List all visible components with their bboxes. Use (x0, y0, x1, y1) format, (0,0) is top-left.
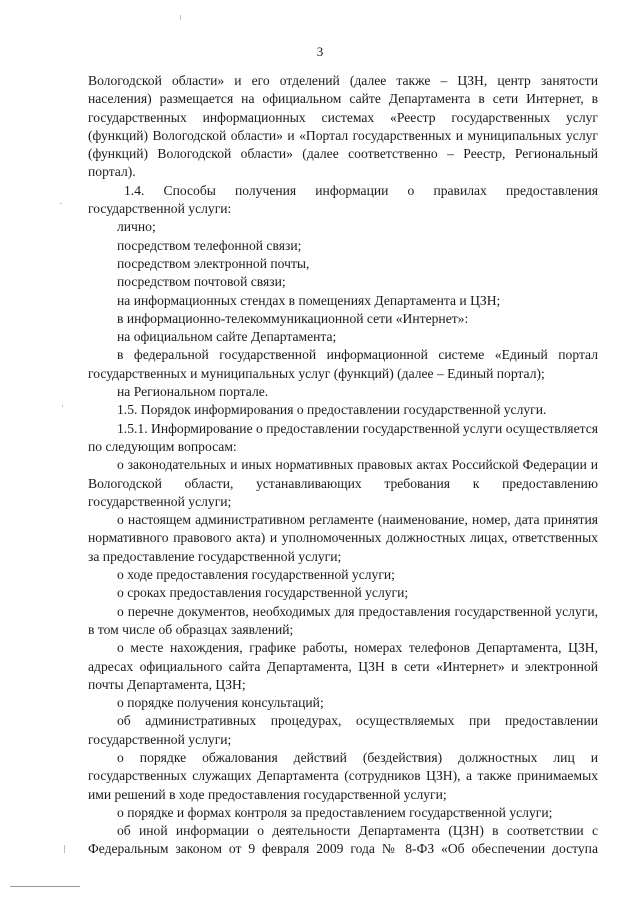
paragraph: о настоящем административном регламенте (наименование, номер, дата принятия нормативного правового акта) и уполномоченных должностных лицах, ответственных за предоставление государственной услуги; (88, 512, 598, 564)
paragraph: о законодательных и иных нормативных правовых актах Российской Федерации и Вологодской области, устанавливающих требования к предоставлению государственной услуги; (88, 457, 598, 509)
list-item: о порядке и формах контроля за предоставлением государственной услуги; (117, 804, 553, 820)
paragraph: о перечне документов, необходимых для предоставления государственной услуги, в том числе об образцах заявлений; (88, 603, 598, 637)
list-item: на Региональном портале. (117, 384, 269, 400)
footnote-separator (10, 886, 80, 887)
paragraph: 1.4. Способы получения информации о правилах предоставления государственной услуги: (88, 182, 598, 217)
list-item: лично; (117, 219, 156, 235)
section-heading: 1.5. Порядок информирования о предоставлении государственной услуги. (117, 402, 547, 418)
scan-mark (62, 405, 63, 407)
scan-mark (60, 203, 62, 204)
paragraph: о месте нахождения, графике работы, номерах телефонов Департамента, ЦЗН, адресах официального сайта Департамента, ЦЗН в сети «Интернет» и электронной почты Департамента, ЦЗН; (88, 640, 598, 692)
list-item: о сроках предоставления государственной услуги; (117, 585, 409, 601)
list-item: в информационно-телекоммуникационной сети «Интернет»: (117, 310, 469, 326)
list-item: о ходе предоставления государственной услуги; (117, 567, 395, 583)
paragraph: в федеральной государственной информационной системе «Единый портал государственных и муниципальных услуг (функций) (далее – Единый портал); (88, 347, 598, 381)
list-item: о порядке получения консультаций; (117, 695, 324, 711)
list-item: на информационных стендах в помещениях Департамента и ЦЗН; (117, 292, 501, 308)
paragraph: об административных процедурах, осуществляемых при предоставлении государственной услуги; (88, 713, 598, 747)
list-item: посредством телефонной связи; (117, 237, 302, 253)
document-body (88, 72, 598, 859)
list-item: на официальном сайте Департамента; (117, 329, 337, 345)
paragraph: 1.5.1. Информирование о предоставлении государственной услуги осуществляется по следующим вопросам: (88, 420, 598, 454)
list-item: посредством электронной почты, (117, 255, 310, 271)
paragraph: об иной информации о деятельности Департамента (ЦЗН) в соответствии с Федеральным законом от 9 февраля 2009 года № 8-ФЗ «Об обеспечении доступа (88, 823, 598, 857)
scan-mark (180, 15, 181, 20)
paragraph: о порядке обжалования действий (бездействия) должностных лиц и государственных служащих Департамента (сотрудников ЦЗН), а также принимаемых ими решений в ходе предоставления государственной услуги; (88, 749, 598, 802)
scan-mark (64, 845, 65, 853)
paragraph: Вологодской области» и его отделений (далее также – ЦЗН, центр занятости населения) размещается на официальном сайте Департамента в сети Интернет, в государственных информационных системах «Реестр государственных услуг (функций) Вологодской области» и «Портал государственных и муниципальных услуг (функций) Вологодской области» (далее соответственно – Реестр, Региональный портал). (88, 73, 598, 180)
page-number: 3 (316, 44, 324, 59)
list-item: посредством почтовой связи; (117, 274, 286, 290)
